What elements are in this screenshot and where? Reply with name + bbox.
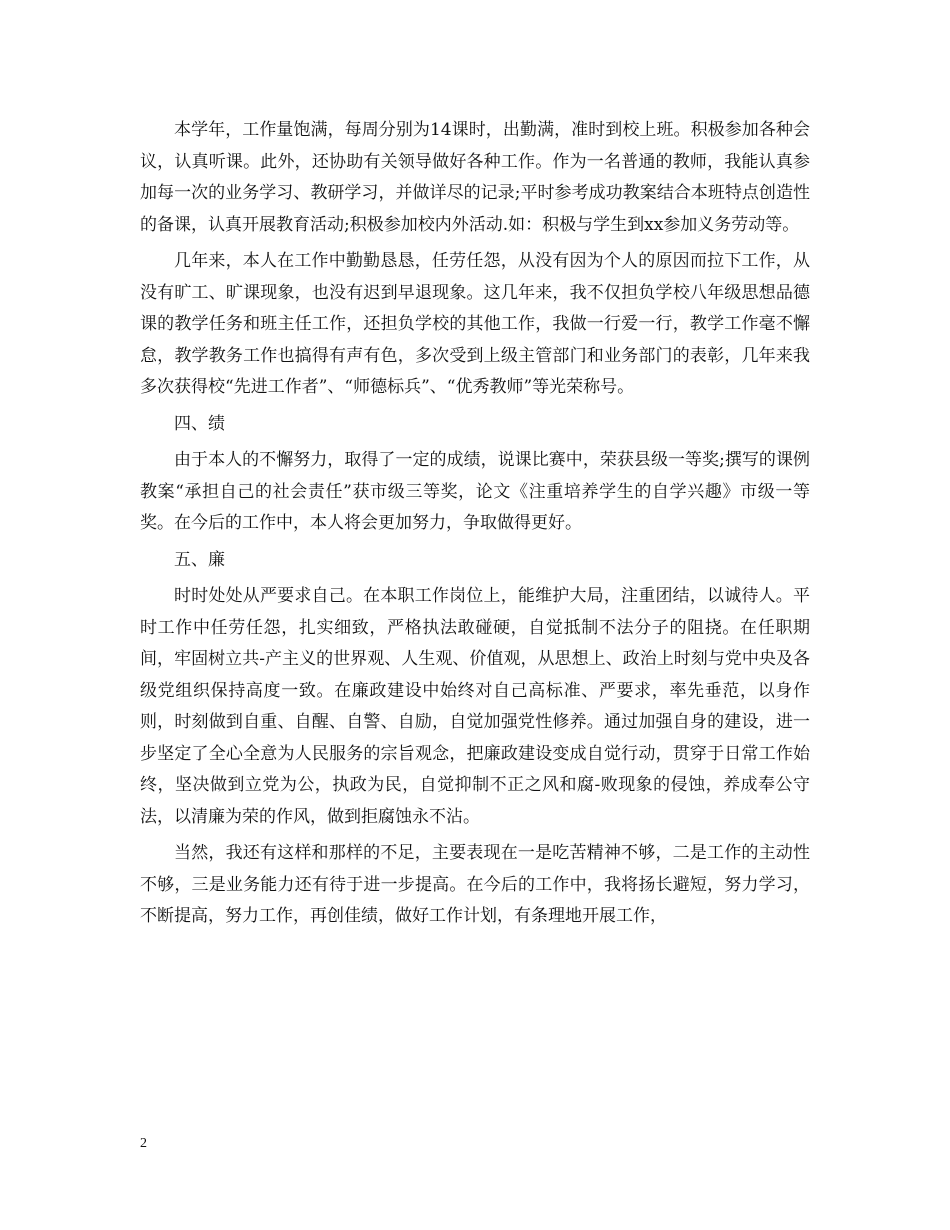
paragraph-workload: 本学年，工作量饱满，每周分别为14课时，出勤满，准时到校上班。积极参加各种会议，认真听课。此外，还协助有关领导做好各种工作。作为一名普通的教师，我能认真参加每一次的业务学习、教研学习，并做详尽的记录;平时参考成功教案结合本班特点创造性的备课，认真开展教育活动;积极参加校内外活动.如：积极与学生到xx参加义务劳动等。 [140, 120, 810, 235]
document-body [140, 115, 810, 938]
page-number: 2 [140, 1136, 147, 1151]
paragraph-diligence: 几年来，本人在工作中勤勤恳恳，任劳任怨，从没有因为个人的原因而拉下工作，从没有旷工、旷课现象，也没有迟到早退现象。这几年来，我不仅担负学校八年级思想品德课的教学任务和班主任工作，还担负学校的其他工作，我做一行爱一行，教学工作毫不懈怠，教学教务工作也搞得有声有色，多次受到上级主管部门和业务部门的表彰，几年来我多次获得校“先进工作者”、“师德标兵”、“优秀教师”等光荣称号。 [140, 251, 810, 397]
section-heading-achievements: 四、绩 [174, 413, 225, 434]
paragraph-achievements: 由于本人的不懈努力，取得了一定的成绩，说课比赛中，荣获县级一等奖;撰写的课例教案“承担自己的社会责任”获市级三等奖，论文《注重培养学生的自学兴趣》市级一等奖。在今后的工作中，本人将会更加努力，争取做得更好。 [140, 450, 810, 533]
paragraph-integrity: 时时处处从严要求自己。在本职工作岗位上，能维护大局，注重团结，以诚待人。平时工作中任劳任怨，扎实细致，严格执法敢碰硬，自觉抵制不法分子的阻挠。在任职期间，牢固树立共-产主义的世界观、人生观、价值观，从思想上、政治上时刻与党中央及各级党组织保持高度一致。在廉政建设中始终对自己高标准、严要求，率先垂范，以身作则，时刻做到自重、自醒、自警、自励，自觉加强党性修养。通过加强自身的建设，进一步坚定了全心全意为人民服务的宗旨观念，把廉政建设变成自觉行动，贯穿于日常工作始终，坚决做到立党为公，执政为民，自觉抑制不正之风和腐-败现象的侵蚀，养成奉公守法，以清廉为荣的作风，做到拒腐蚀永不沾。 [140, 586, 810, 827]
section-heading-integrity: 五、廉 [174, 549, 225, 570]
paragraph-shortcomings: 当然，我还有这样和那样的不足，主要表现在一是吃苦精神不够，二是工作的主动性不够，三是业务能力还有待于进一步提高。在今后的工作中，我将扬长避短，努力学习，不断提高，努力工作，再创佳绩，做好工作计划，有条理地开展工作， [140, 843, 810, 926]
